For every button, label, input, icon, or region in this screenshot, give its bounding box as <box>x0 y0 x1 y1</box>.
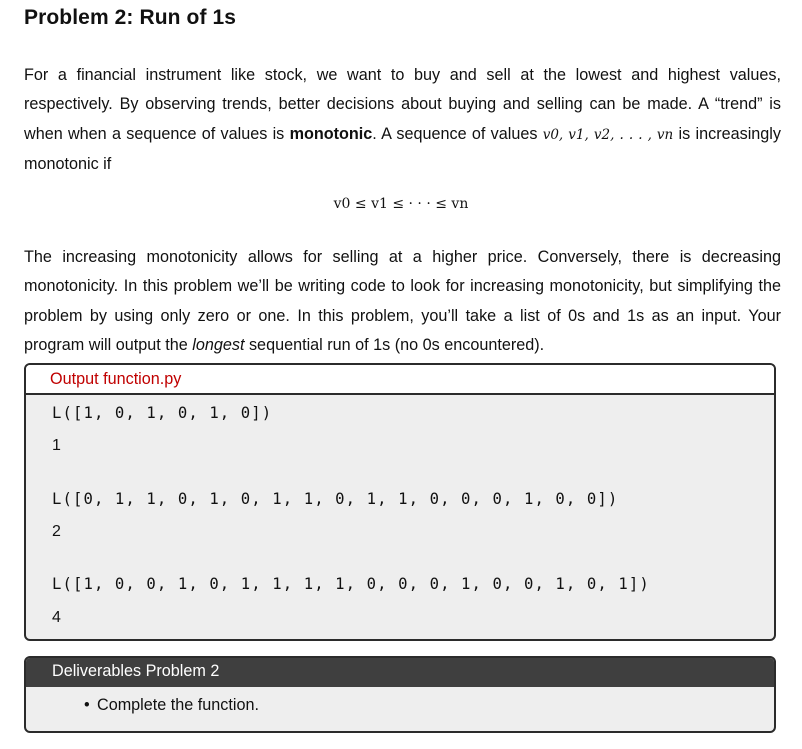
sequence-math: v0, v1, v2, . . . , vn <box>542 126 674 143</box>
example-result-2: 2 <box>52 523 61 540</box>
example-call-1: L([1, 0, 1, 0, 1, 0]) <box>52 404 273 422</box>
body-text-1: The increasing monotonicity allows for selling at a higher price. Conversely, there is decreasing monotonicity. In this problem we’ll be writing code to look for increasing monotonicity, but simplifying the problem by using only zero or one. In this problem, you’ll take a list of 0s and 1s as an input. Your program will output the <box>24 248 781 354</box>
output-box-header <box>26 365 774 395</box>
example-call-2: L([0, 1, 1, 0, 1, 0, 1, 1, 0, 1, 1, 0, 0, 0, 1, 0, 0]) <box>52 490 619 508</box>
body-text-2: sequential run of 1s (no 0s encountered). <box>244 335 545 354</box>
output-box-title: Output function.py <box>50 370 182 388</box>
body-paragraph <box>24 243 781 360</box>
example-result-1: 1 <box>52 437 61 454</box>
problem-title: Problem 2: Run of 1s <box>24 6 237 29</box>
bullet-icon: • <box>84 696 90 714</box>
example-result-3: 4 <box>52 609 61 626</box>
intro-text-2: . A sequence of values <box>372 124 543 143</box>
body-emphasis: longest <box>192 335 245 354</box>
intro-paragraph <box>24 61 781 179</box>
monotonic-equation: v0 ≤ v1 ≤ · · · ≤ vn <box>333 196 469 212</box>
deliverables-header <box>26 658 774 687</box>
output-box <box>24 363 776 641</box>
example-call-3: L([1, 0, 0, 1, 0, 1, 1, 1, 1, 0, 0, 0, 1, 0, 0, 1, 0, 1]) <box>52 575 650 593</box>
deliverable-item <box>84 696 259 715</box>
deliverables-title: Deliverables Problem 2 <box>52 662 220 680</box>
deliverables-box <box>24 656 776 733</box>
intro-text-3: is increasingly monotonic if <box>24 124 781 173</box>
deliverable-item-text: Complete the function. <box>97 696 259 714</box>
intro-bold-term: monotonic <box>289 124 373 143</box>
intro-text-1: For a financial instrument like stock, we want to buy and sell at the lowest and highest values, respectively. By observing trends, better decisions about buying and selling can be made. A “trend” is when when a sequence of values is <box>24 66 781 143</box>
